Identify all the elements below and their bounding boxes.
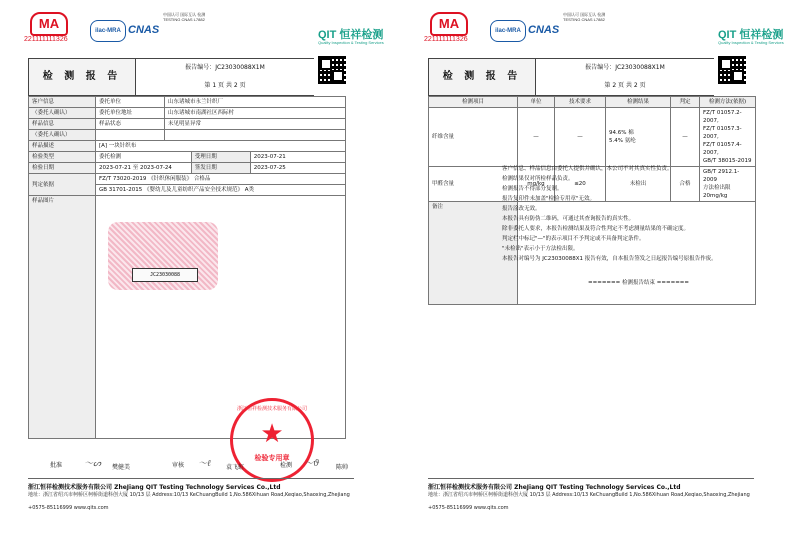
report-header [28, 58, 314, 96]
item-fiber: 纤维含量 [429, 108, 518, 167]
qit-logo: QIT 恒祥检测 [318, 29, 384, 41]
sample-tag: JC23030088 [132, 268, 198, 282]
page-label: 第 2 页 共 2 页 [535, 77, 714, 95]
cnas-logo: CNAS [128, 24, 160, 36]
row-label: （委托人确认） [29, 108, 96, 119]
row-value: 山东诸城市永兰针织厂 [165, 97, 346, 108]
note-item: 除非委托人要求，本报告检测结果及符合性判定不考虑测量结果的不确定度。 [502, 226, 690, 232]
page-label: 第 1 页 共 2 页 [135, 77, 314, 95]
audit-name: 袁飞虹 [226, 464, 245, 471]
qit-logo: QIT 恒祥检测 [718, 29, 784, 41]
ilac-logo: ilac-MRA [90, 20, 126, 42]
footer-divider [28, 478, 354, 479]
result-formaldehyde: 未检出 [606, 167, 671, 202]
col-requirement: 技术要求 [555, 97, 606, 108]
row-sub [96, 130, 165, 141]
company-contact: +0575-85116999 www.qits.com [28, 505, 109, 511]
qr-code-icon [718, 56, 746, 84]
audit-label: 审核 [172, 462, 185, 469]
row-value: 未见明显异常 [165, 119, 346, 130]
recv-date-label: 受理日期 [191, 152, 250, 163]
row-sub: 样品状态 [96, 119, 165, 130]
report-title: 检 测 报 告 [42, 71, 122, 82]
method-fiber: FZ/T 01057.2-2007, FZ/T 01057.3-2007, FZ/T 01057.4-2007, GB/T 38015-2019 [700, 108, 756, 167]
cnas-side-text: 中国认可 国际互认 检测 TESTING CNAS L7882 [163, 12, 206, 22]
notes-list [502, 164, 752, 264]
req-fiber: — [555, 108, 606, 167]
star-icon: ★ [260, 419, 284, 449]
col-method: 检测方法(依据) [700, 97, 756, 108]
col-unit: 单位 [518, 97, 555, 108]
col-judge: 判定 [671, 97, 700, 108]
company-address: 地址：浙江省绍兴市柯桥区柯桥街道科创大厦 10/13 层 Address:10/13 KeChuangBuild 1,No.586Xihuan Road,Keqiao,Shaoxing,Zhejiang [28, 492, 350, 498]
method-formaldehyde: GB/T 2912.1-2009 方法检出限20mg/kg [700, 167, 756, 202]
notes-label: 备注 [429, 202, 518, 305]
row-value: 委托检测 [96, 152, 192, 163]
row-label: （委托人确认） [29, 130, 96, 141]
cma-number: 221111111326 [424, 36, 468, 43]
report-number: 报告编号：JC23030088X1M [135, 59, 314, 78]
row-label: 客户信息 [29, 97, 96, 108]
cnas-side-text: 中国认可 国际互认 检测 TESTING CNAS L7882 [563, 12, 606, 22]
company-contact: +0575-85116999 www.qits.com [428, 505, 509, 511]
row-value: 2023-07-21 至 2023-07-24 [96, 163, 192, 174]
row-sub: 委托单位地址 [96, 108, 165, 119]
report-header [428, 58, 714, 96]
issue-date-label: 签发日期 [191, 163, 250, 174]
col-item: 检测项目 [429, 97, 518, 108]
qit-subtitle: Quality Inspection & Testing Services [718, 40, 784, 45]
judge-standard-2: GB 31701-2015 《婴幼儿及儿童纺织产品安全技术规范》 A类 [96, 185, 346, 196]
cma-number: 221111111326 [24, 36, 68, 43]
item-formaldehyde: 甲醛含量 [429, 167, 518, 202]
test-name: 陈帅 [336, 464, 349, 471]
recv-date: 2023-07-21 [250, 152, 345, 163]
row-label: 样品信息 [29, 119, 96, 130]
report-page-2 [400, 0, 786, 560]
qit-subtitle: Quality Inspection & Testing Services [318, 40, 384, 45]
cnas-logo: CNAS [528, 24, 560, 36]
cma-logo: MA [30, 12, 68, 36]
approve-label: 批准 [50, 462, 63, 469]
judge-standard-1: FZ/T 73020-2019 《针织休闲服装》 合格品 [96, 174, 346, 185]
test-label: 检测 [280, 462, 293, 469]
report-number: 报告编号：JC23030088X1M [535, 59, 714, 78]
note-item: 报告涂改无效。 [502, 206, 541, 212]
judge-formaldehyde: 合格 [671, 167, 700, 202]
inspection-seal: 浙江恒祥检测技术服务有限公司 ★ 检验专用章 [230, 398, 314, 482]
issue-date: 2023-07-25 [250, 163, 345, 174]
unit-fiber: — [518, 108, 555, 167]
audit-signature: 〜ℓ [198, 459, 211, 469]
row-label: 检验类型 [29, 152, 96, 163]
result-fiber: 94.6% 棉 5.4% 氨纶 [606, 108, 671, 167]
cma-logo: MA [430, 12, 468, 36]
row-value [165, 130, 346, 141]
judge-label: 判定依据 [29, 174, 96, 196]
note-item: 客户信息、样品信息由委托人提供并确认，本公司不对其真实性负责。 [502, 166, 673, 172]
report-title: 检 测 报 告 [442, 71, 522, 82]
row-label: 检验日期 [29, 163, 96, 174]
unit-formaldehyde: mg/kg [518, 167, 555, 202]
col-result: 检测结果 [606, 97, 671, 108]
row-value: [A] 一块针织布 [96, 141, 346, 152]
row-value: 山东诸城市南湖社区西际村 [165, 108, 346, 119]
photo-label: 样品图片 [29, 196, 96, 439]
judge-fiber: — [671, 108, 700, 167]
note-item: 本报告具有防伪二维码，可通过其查询报告的真实性。 [502, 216, 635, 222]
note-item: 判定栏中标记"—"的表示项目不予判定或不具备判定条件。 [502, 236, 645, 242]
company-name: 浙江恒祥检测技术服务有限公司 ZheJiang QIT Testing Technology Services Co.,Ltd [28, 484, 281, 491]
company-name: 浙江恒祥检测技术服务有限公司 ZheJiang QIT Testing Technology Services Co.,Ltd [428, 484, 681, 491]
note-item: 报告复印件未加盖"检验专用章"无效。 [502, 196, 596, 202]
qr-code-icon [318, 56, 346, 84]
note-item: 检测报告不得部分复制。 [502, 186, 563, 192]
approve-signature: 〜ᔕ [84, 459, 102, 469]
footer-divider [428, 478, 754, 479]
approve-name: 樊健美 [112, 464, 131, 471]
note-item: "未检出"表示小于方法检出限。 [502, 246, 579, 252]
report-page-1 [0, 0, 386, 560]
company-address: 地址：浙江省绍兴市柯桥区柯桥街道科创大厦 10/13 层 Address:10/13 KeChuangBuild 1,No.586Xihuan Road,Keqiao,Shaoxing,Zhejiang [428, 492, 750, 498]
note-item: 检测结果仅对所检样品负责。 [502, 176, 574, 182]
row-sub: 委托单位 [96, 97, 165, 108]
note-item: 本报告对编号为 JC23030088X1 报告有效，自本报告签发之日起报告编号原报告作废。 [502, 256, 717, 262]
report-end-marker: ======= 检测报告结束 ======= [588, 280, 690, 286]
ilac-logo: ilac-MRA [490, 20, 526, 42]
row-label: 样品描述 [29, 141, 96, 152]
test-signature: 〜ϑ [304, 459, 320, 469]
req-formaldehyde: ≤20 [555, 167, 606, 202]
